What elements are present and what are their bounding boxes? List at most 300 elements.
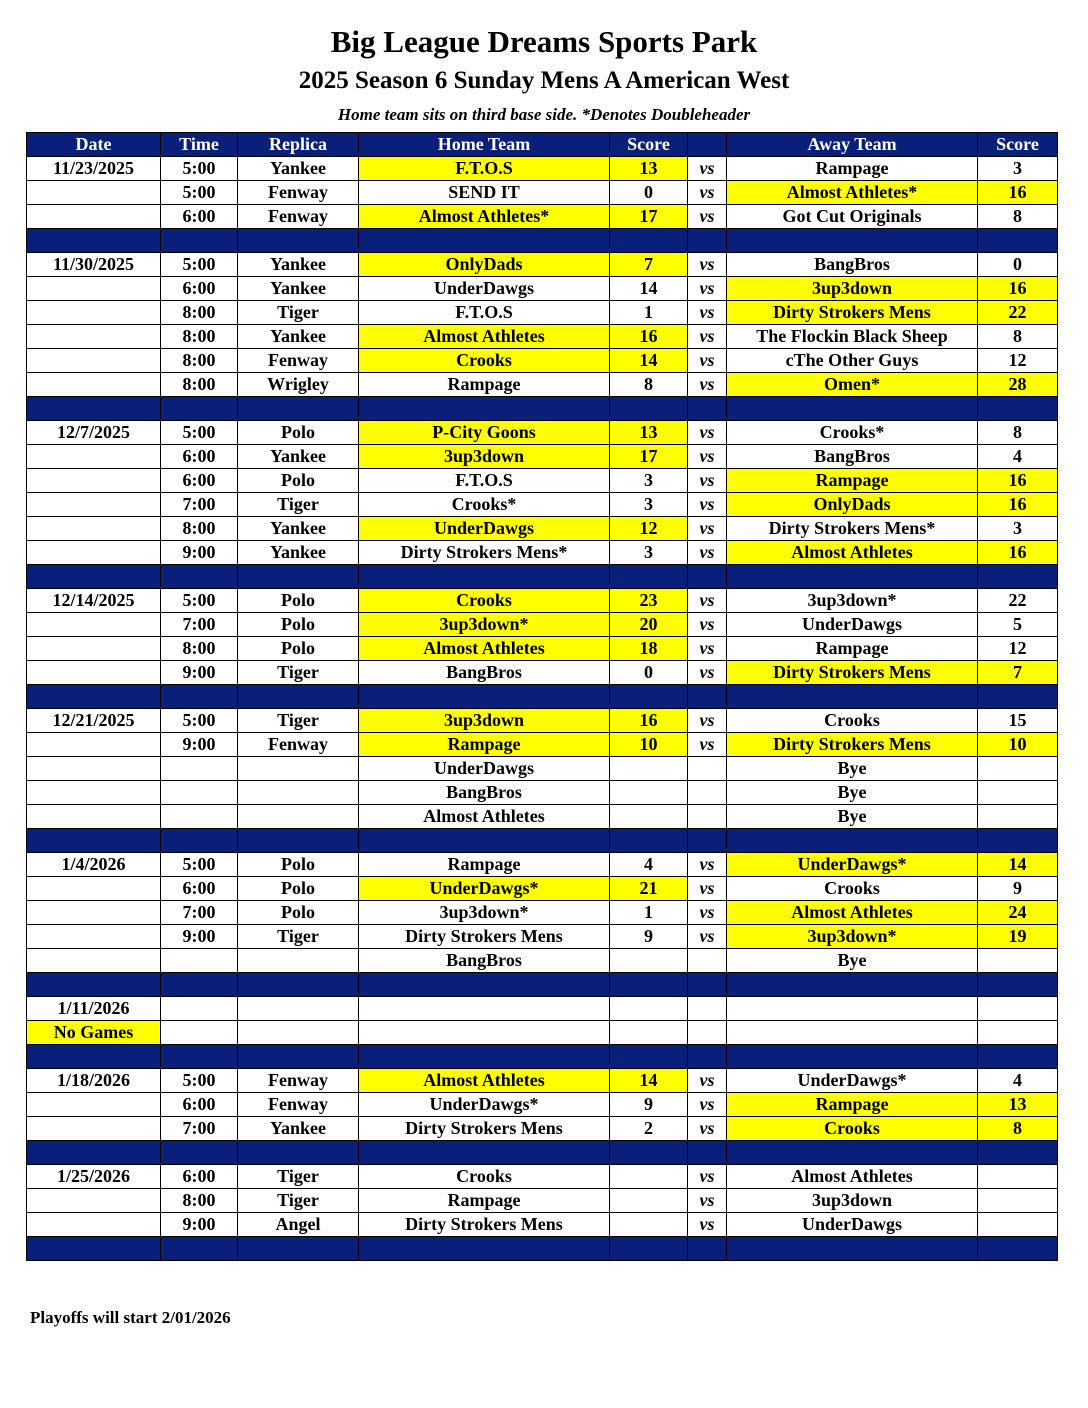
- replica-field: Polo: [238, 589, 359, 613]
- separator-cell: [27, 1237, 161, 1261]
- home-team: Crooks*: [359, 493, 610, 517]
- no-games-label: No Games: [27, 1021, 161, 1045]
- away-team: UnderDawgs*: [727, 853, 978, 877]
- game-time: 9:00: [161, 733, 238, 757]
- home-score: [610, 757, 688, 781]
- separator-cell: [27, 1045, 161, 1069]
- home-score: 10: [610, 733, 688, 757]
- home-team: SEND IT: [359, 181, 610, 205]
- week-separator: [27, 973, 1058, 997]
- game-date: 12/14/2025: [27, 589, 161, 613]
- away-score: 4: [978, 1069, 1058, 1093]
- empty-cell: [238, 1021, 359, 1045]
- away-score: 7: [978, 661, 1058, 685]
- vs-label: vs: [688, 877, 727, 901]
- week-separator: [27, 565, 1058, 589]
- vs-label: vs: [688, 349, 727, 373]
- away-score: 0: [978, 253, 1058, 277]
- game-date: 1/4/2026: [27, 853, 161, 877]
- empty-cell: [238, 997, 359, 1021]
- table-row: [27, 1021, 1058, 1045]
- separator-cell: [238, 685, 359, 709]
- separator-cell: [161, 1045, 238, 1069]
- vs-label: vs: [688, 301, 727, 325]
- replica-field: Wrigley: [238, 373, 359, 397]
- empty-cell: [978, 997, 1058, 1021]
- week-separator: [27, 829, 1058, 853]
- away-score: 3: [978, 157, 1058, 181]
- col-time: Time: [161, 133, 238, 157]
- empty-cell: [27, 205, 161, 229]
- replica-field: Fenway: [238, 349, 359, 373]
- game-time: 5:00: [161, 157, 238, 181]
- away-score: 8: [978, 325, 1058, 349]
- empty-cell: [27, 877, 161, 901]
- home-score: 16: [610, 325, 688, 349]
- home-score: 9: [610, 925, 688, 949]
- empty-cell: [27, 1213, 161, 1237]
- separator-cell: [359, 229, 610, 253]
- separator-cell: [688, 973, 727, 997]
- separator-cell: [688, 685, 727, 709]
- away-score: 16: [978, 181, 1058, 205]
- separator-cell: [238, 1141, 359, 1165]
- away-score: 16: [978, 277, 1058, 301]
- away-score: 12: [978, 637, 1058, 661]
- separator-cell: [978, 229, 1058, 253]
- vs-label: vs: [688, 709, 727, 733]
- vs-label: vs: [688, 493, 727, 517]
- replica-field: [238, 949, 359, 973]
- away-score: [978, 805, 1058, 829]
- away-team: Rampage: [727, 637, 978, 661]
- table-row: [27, 325, 1058, 349]
- replica-field: Tiger: [238, 1165, 359, 1189]
- vs-label: vs: [688, 277, 727, 301]
- separator-cell: [161, 685, 238, 709]
- vs-label: vs: [688, 901, 727, 925]
- separator-cell: [27, 565, 161, 589]
- replica-field: Fenway: [238, 1093, 359, 1117]
- separator-cell: [27, 1141, 161, 1165]
- separator-cell: [727, 397, 978, 421]
- game-time: 5:00: [161, 853, 238, 877]
- game-date: 12/21/2025: [27, 709, 161, 733]
- empty-cell: [27, 517, 161, 541]
- week-separator: [27, 1045, 1058, 1069]
- vs-label: vs: [688, 1165, 727, 1189]
- separator-cell: [610, 685, 688, 709]
- home-score: 14: [610, 349, 688, 373]
- replica-field: Fenway: [238, 205, 359, 229]
- replica-field: Yankee: [238, 1117, 359, 1141]
- empty-cell: [27, 757, 161, 781]
- game-date: 1/11/2026: [27, 997, 161, 1021]
- home-team: 3up3down*: [359, 901, 610, 925]
- empty-cell: [27, 805, 161, 829]
- away-team: Crooks: [727, 1117, 978, 1141]
- replica-field: Yankee: [238, 157, 359, 181]
- game-time: 5:00: [161, 709, 238, 733]
- vs-label: vs: [688, 637, 727, 661]
- away-score: 5: [978, 613, 1058, 637]
- vs-label: vs: [688, 613, 727, 637]
- home-score: 0: [610, 181, 688, 205]
- home-score: [610, 1165, 688, 1189]
- week-separator: [27, 685, 1058, 709]
- home-score: 1: [610, 901, 688, 925]
- vs-label: vs: [688, 541, 727, 565]
- vs-label: vs: [688, 1117, 727, 1141]
- separator-cell: [727, 1237, 978, 1261]
- home-score: 2: [610, 1117, 688, 1141]
- away-team: 3up3down: [727, 1189, 978, 1213]
- replica-field: Fenway: [238, 1069, 359, 1093]
- table-row: [27, 925, 1058, 949]
- home-team: Rampage: [359, 853, 610, 877]
- home-score: [610, 1189, 688, 1213]
- table-row: [27, 469, 1058, 493]
- home-team: P-City Goons: [359, 421, 610, 445]
- away-team: cThe Other Guys: [727, 349, 978, 373]
- separator-cell: [359, 565, 610, 589]
- empty-cell: [27, 541, 161, 565]
- away-team: 3up3down*: [727, 925, 978, 949]
- vs-label: vs: [688, 661, 727, 685]
- home-team: Rampage: [359, 373, 610, 397]
- table-row: [27, 253, 1058, 277]
- page-subtitle: 2025 Season 6 Sunday Mens A American West: [298, 67, 790, 94]
- vs-label: vs: [688, 157, 727, 181]
- game-date: 1/18/2026: [27, 1069, 161, 1093]
- separator-cell: [610, 1237, 688, 1261]
- home-score: 17: [610, 445, 688, 469]
- table-row: [27, 445, 1058, 469]
- table-row: [27, 373, 1058, 397]
- table-row: [27, 493, 1058, 517]
- away-score: 22: [978, 301, 1058, 325]
- replica-field: [238, 805, 359, 829]
- game-time: [161, 781, 238, 805]
- away-team: Dirty Strokers Mens: [727, 661, 978, 685]
- empty-cell: [27, 733, 161, 757]
- separator-cell: [610, 397, 688, 421]
- replica-field: Yankee: [238, 541, 359, 565]
- vs-label: vs: [688, 1189, 727, 1213]
- home-score: 12: [610, 517, 688, 541]
- replica-field: Polo: [238, 901, 359, 925]
- table-row: [27, 541, 1058, 565]
- table-row: [27, 1069, 1058, 1093]
- away-team: Bye: [727, 757, 978, 781]
- home-score: [610, 949, 688, 973]
- table-row: [27, 997, 1058, 1021]
- away-team: UnderDawgs: [727, 613, 978, 637]
- away-score: 8: [978, 205, 1058, 229]
- separator-cell: [161, 1141, 238, 1165]
- separator-cell: [610, 1141, 688, 1165]
- away-score: 10: [978, 733, 1058, 757]
- replica-field: Tiger: [238, 493, 359, 517]
- table-row: [27, 301, 1058, 325]
- home-team: BangBros: [359, 781, 610, 805]
- home-team: Almost Athletes: [359, 805, 610, 829]
- separator-cell: [610, 1045, 688, 1069]
- empty-cell: [27, 1093, 161, 1117]
- table-row: [27, 949, 1058, 973]
- empty-cell: [27, 661, 161, 685]
- home-team: UnderDawgs*: [359, 1093, 610, 1117]
- away-score: 9: [978, 877, 1058, 901]
- home-team: Rampage: [359, 1189, 610, 1213]
- separator-cell: [978, 1045, 1058, 1069]
- header-row: [27, 133, 1058, 157]
- home-score: 8: [610, 373, 688, 397]
- game-time: 8:00: [161, 325, 238, 349]
- separator-cell: [27, 397, 161, 421]
- separator-cell: [359, 1237, 610, 1261]
- game-time: 8:00: [161, 1189, 238, 1213]
- separator-cell: [161, 1237, 238, 1261]
- home-score: 23: [610, 589, 688, 613]
- game-time: 7:00: [161, 901, 238, 925]
- game-time: 6:00: [161, 877, 238, 901]
- home-team: Crooks: [359, 1165, 610, 1189]
- home-score: 7: [610, 253, 688, 277]
- home-team: UnderDawgs: [359, 757, 610, 781]
- away-score: 28: [978, 373, 1058, 397]
- away-team: BangBros: [727, 253, 978, 277]
- away-score: 16: [978, 541, 1058, 565]
- away-score: 15: [978, 709, 1058, 733]
- table-row: [27, 805, 1058, 829]
- home-team: BangBros: [359, 661, 610, 685]
- away-score: 16: [978, 493, 1058, 517]
- vs-label: vs: [688, 445, 727, 469]
- replica-field: Polo: [238, 421, 359, 445]
- vs-label: vs: [688, 325, 727, 349]
- game-time: [161, 757, 238, 781]
- home-team: UnderDawgs*: [359, 877, 610, 901]
- table-row: [27, 589, 1058, 613]
- empty-cell: [27, 781, 161, 805]
- vs-label: vs: [688, 373, 727, 397]
- schedule-body: [27, 157, 1058, 1261]
- away-score: 3: [978, 517, 1058, 541]
- table-row: [27, 421, 1058, 445]
- separator-cell: [688, 397, 727, 421]
- home-score: 3: [610, 493, 688, 517]
- separator-cell: [978, 565, 1058, 589]
- separator-cell: [727, 1141, 978, 1165]
- separator-cell: [238, 973, 359, 997]
- vs-label: vs: [688, 205, 727, 229]
- separator-cell: [238, 1237, 359, 1261]
- replica-field: Polo: [238, 877, 359, 901]
- away-team: Almost Athletes*: [727, 181, 978, 205]
- empty-cell: [610, 997, 688, 1021]
- separator-cell: [359, 1045, 610, 1069]
- game-time: 5:00: [161, 181, 238, 205]
- empty-cell: [161, 1021, 238, 1045]
- replica-field: Yankee: [238, 277, 359, 301]
- table-row: [27, 517, 1058, 541]
- home-score: 3: [610, 469, 688, 493]
- away-team: Crooks*: [727, 421, 978, 445]
- replica-field: Fenway: [238, 181, 359, 205]
- home-score: 18: [610, 637, 688, 661]
- home-team: Dirty Strokers Mens: [359, 925, 610, 949]
- game-time: 6:00: [161, 445, 238, 469]
- replica-field: Yankee: [238, 253, 359, 277]
- table-row: [27, 205, 1058, 229]
- away-score: 13: [978, 1093, 1058, 1117]
- away-score: [978, 1189, 1058, 1213]
- replica-field: [238, 757, 359, 781]
- away-team: Almost Athletes: [727, 541, 978, 565]
- empty-cell: [727, 997, 978, 1021]
- separator-cell: [359, 1141, 610, 1165]
- week-separator: [27, 229, 1058, 253]
- empty-cell: [27, 637, 161, 661]
- table-row: [27, 637, 1058, 661]
- separator-cell: [610, 829, 688, 853]
- separator-cell: [978, 973, 1058, 997]
- empty-cell: [978, 1021, 1058, 1045]
- week-separator: [27, 397, 1058, 421]
- separator-cell: [161, 397, 238, 421]
- away-team: UnderDawgs*: [727, 1069, 978, 1093]
- separator-cell: [727, 229, 978, 253]
- away-team: Rampage: [727, 1093, 978, 1117]
- empty-cell: [27, 373, 161, 397]
- empty-cell: [27, 949, 161, 973]
- home-team: Crooks: [359, 349, 610, 373]
- separator-cell: [688, 229, 727, 253]
- separator-cell: [161, 973, 238, 997]
- home-team: Dirty Strokers Mens: [359, 1213, 610, 1237]
- separator-cell: [238, 1045, 359, 1069]
- game-time: 6:00: [161, 1165, 238, 1189]
- col-home-score: Score: [610, 133, 688, 157]
- away-team: OnlyDads: [727, 493, 978, 517]
- table-row: [27, 1093, 1058, 1117]
- away-team: Almost Athletes: [727, 901, 978, 925]
- away-score: 22: [978, 589, 1058, 613]
- vs-label: vs: [688, 853, 727, 877]
- table-row: [27, 181, 1058, 205]
- home-score: [610, 1213, 688, 1237]
- table-row: [27, 877, 1058, 901]
- game-time: 9:00: [161, 661, 238, 685]
- away-team: Dirty Strokers Mens: [727, 301, 978, 325]
- game-time: [161, 949, 238, 973]
- away-team: Almost Athletes: [727, 1165, 978, 1189]
- game-date: 12/7/2025: [27, 421, 161, 445]
- away-score: 16: [978, 469, 1058, 493]
- table-row: [27, 349, 1058, 373]
- away-team: Omen*: [727, 373, 978, 397]
- away-score: [978, 781, 1058, 805]
- game-time: 9:00: [161, 1213, 238, 1237]
- col-away-score: Score: [978, 133, 1058, 157]
- away-team: Rampage: [727, 469, 978, 493]
- vs-label: vs: [688, 253, 727, 277]
- table-row: [27, 1189, 1058, 1213]
- empty-cell: [27, 613, 161, 637]
- game-time: 7:00: [161, 493, 238, 517]
- game-date: 11/23/2025: [27, 157, 161, 181]
- away-team: Rampage: [727, 157, 978, 181]
- replica-field: Tiger: [238, 709, 359, 733]
- home-score: 13: [610, 157, 688, 181]
- game-time: 5:00: [161, 589, 238, 613]
- replica-field: Angel: [238, 1213, 359, 1237]
- away-score: [978, 1213, 1058, 1237]
- vs-label: vs: [688, 589, 727, 613]
- home-score: 17: [610, 205, 688, 229]
- away-score: [978, 757, 1058, 781]
- separator-cell: [27, 973, 161, 997]
- separator-cell: [161, 229, 238, 253]
- away-score: 12: [978, 349, 1058, 373]
- separator-cell: [978, 829, 1058, 853]
- game-time: 7:00: [161, 1117, 238, 1141]
- replica-field: Polo: [238, 637, 359, 661]
- home-team: OnlyDads: [359, 253, 610, 277]
- vs-label: vs: [688, 925, 727, 949]
- vs-label: vs: [688, 1069, 727, 1093]
- empty-cell: [27, 1189, 161, 1213]
- game-time: 6:00: [161, 277, 238, 301]
- separator-cell: [161, 565, 238, 589]
- home-team: Dirty Strokers Mens: [359, 1117, 610, 1141]
- game-time: [161, 805, 238, 829]
- replica-field: Polo: [238, 469, 359, 493]
- empty-cell: [27, 901, 161, 925]
- replica-field: Tiger: [238, 661, 359, 685]
- week-separator: [27, 1237, 1058, 1261]
- col-vs: [688, 133, 727, 157]
- home-team: 3up3down: [359, 709, 610, 733]
- separator-cell: [978, 397, 1058, 421]
- separator-cell: [161, 829, 238, 853]
- away-team: The Flockin Black Sheep: [727, 325, 978, 349]
- table-row: [27, 757, 1058, 781]
- separator-cell: [238, 829, 359, 853]
- col-home-team: Home Team: [359, 133, 610, 157]
- week-separator: [27, 1141, 1058, 1165]
- schedule-note: Home team sits on third base side. *Denotes Doubleheader: [337, 105, 751, 124]
- col-date: Date: [27, 133, 161, 157]
- home-team: Almost Athletes: [359, 325, 610, 349]
- separator-cell: [688, 1141, 727, 1165]
- separator-cell: [978, 1237, 1058, 1261]
- separator-cell: [359, 397, 610, 421]
- home-team: BangBros: [359, 949, 610, 973]
- schedule-table: [26, 132, 1058, 1261]
- away-score: 24: [978, 901, 1058, 925]
- home-score: 14: [610, 1069, 688, 1093]
- away-team: Bye: [727, 781, 978, 805]
- replica-field: Tiger: [238, 1189, 359, 1213]
- separator-cell: [978, 1141, 1058, 1165]
- home-team: Rampage: [359, 733, 610, 757]
- table-row: [27, 709, 1058, 733]
- empty-cell: [27, 445, 161, 469]
- away-team: 3up3down: [727, 277, 978, 301]
- separator-cell: [688, 829, 727, 853]
